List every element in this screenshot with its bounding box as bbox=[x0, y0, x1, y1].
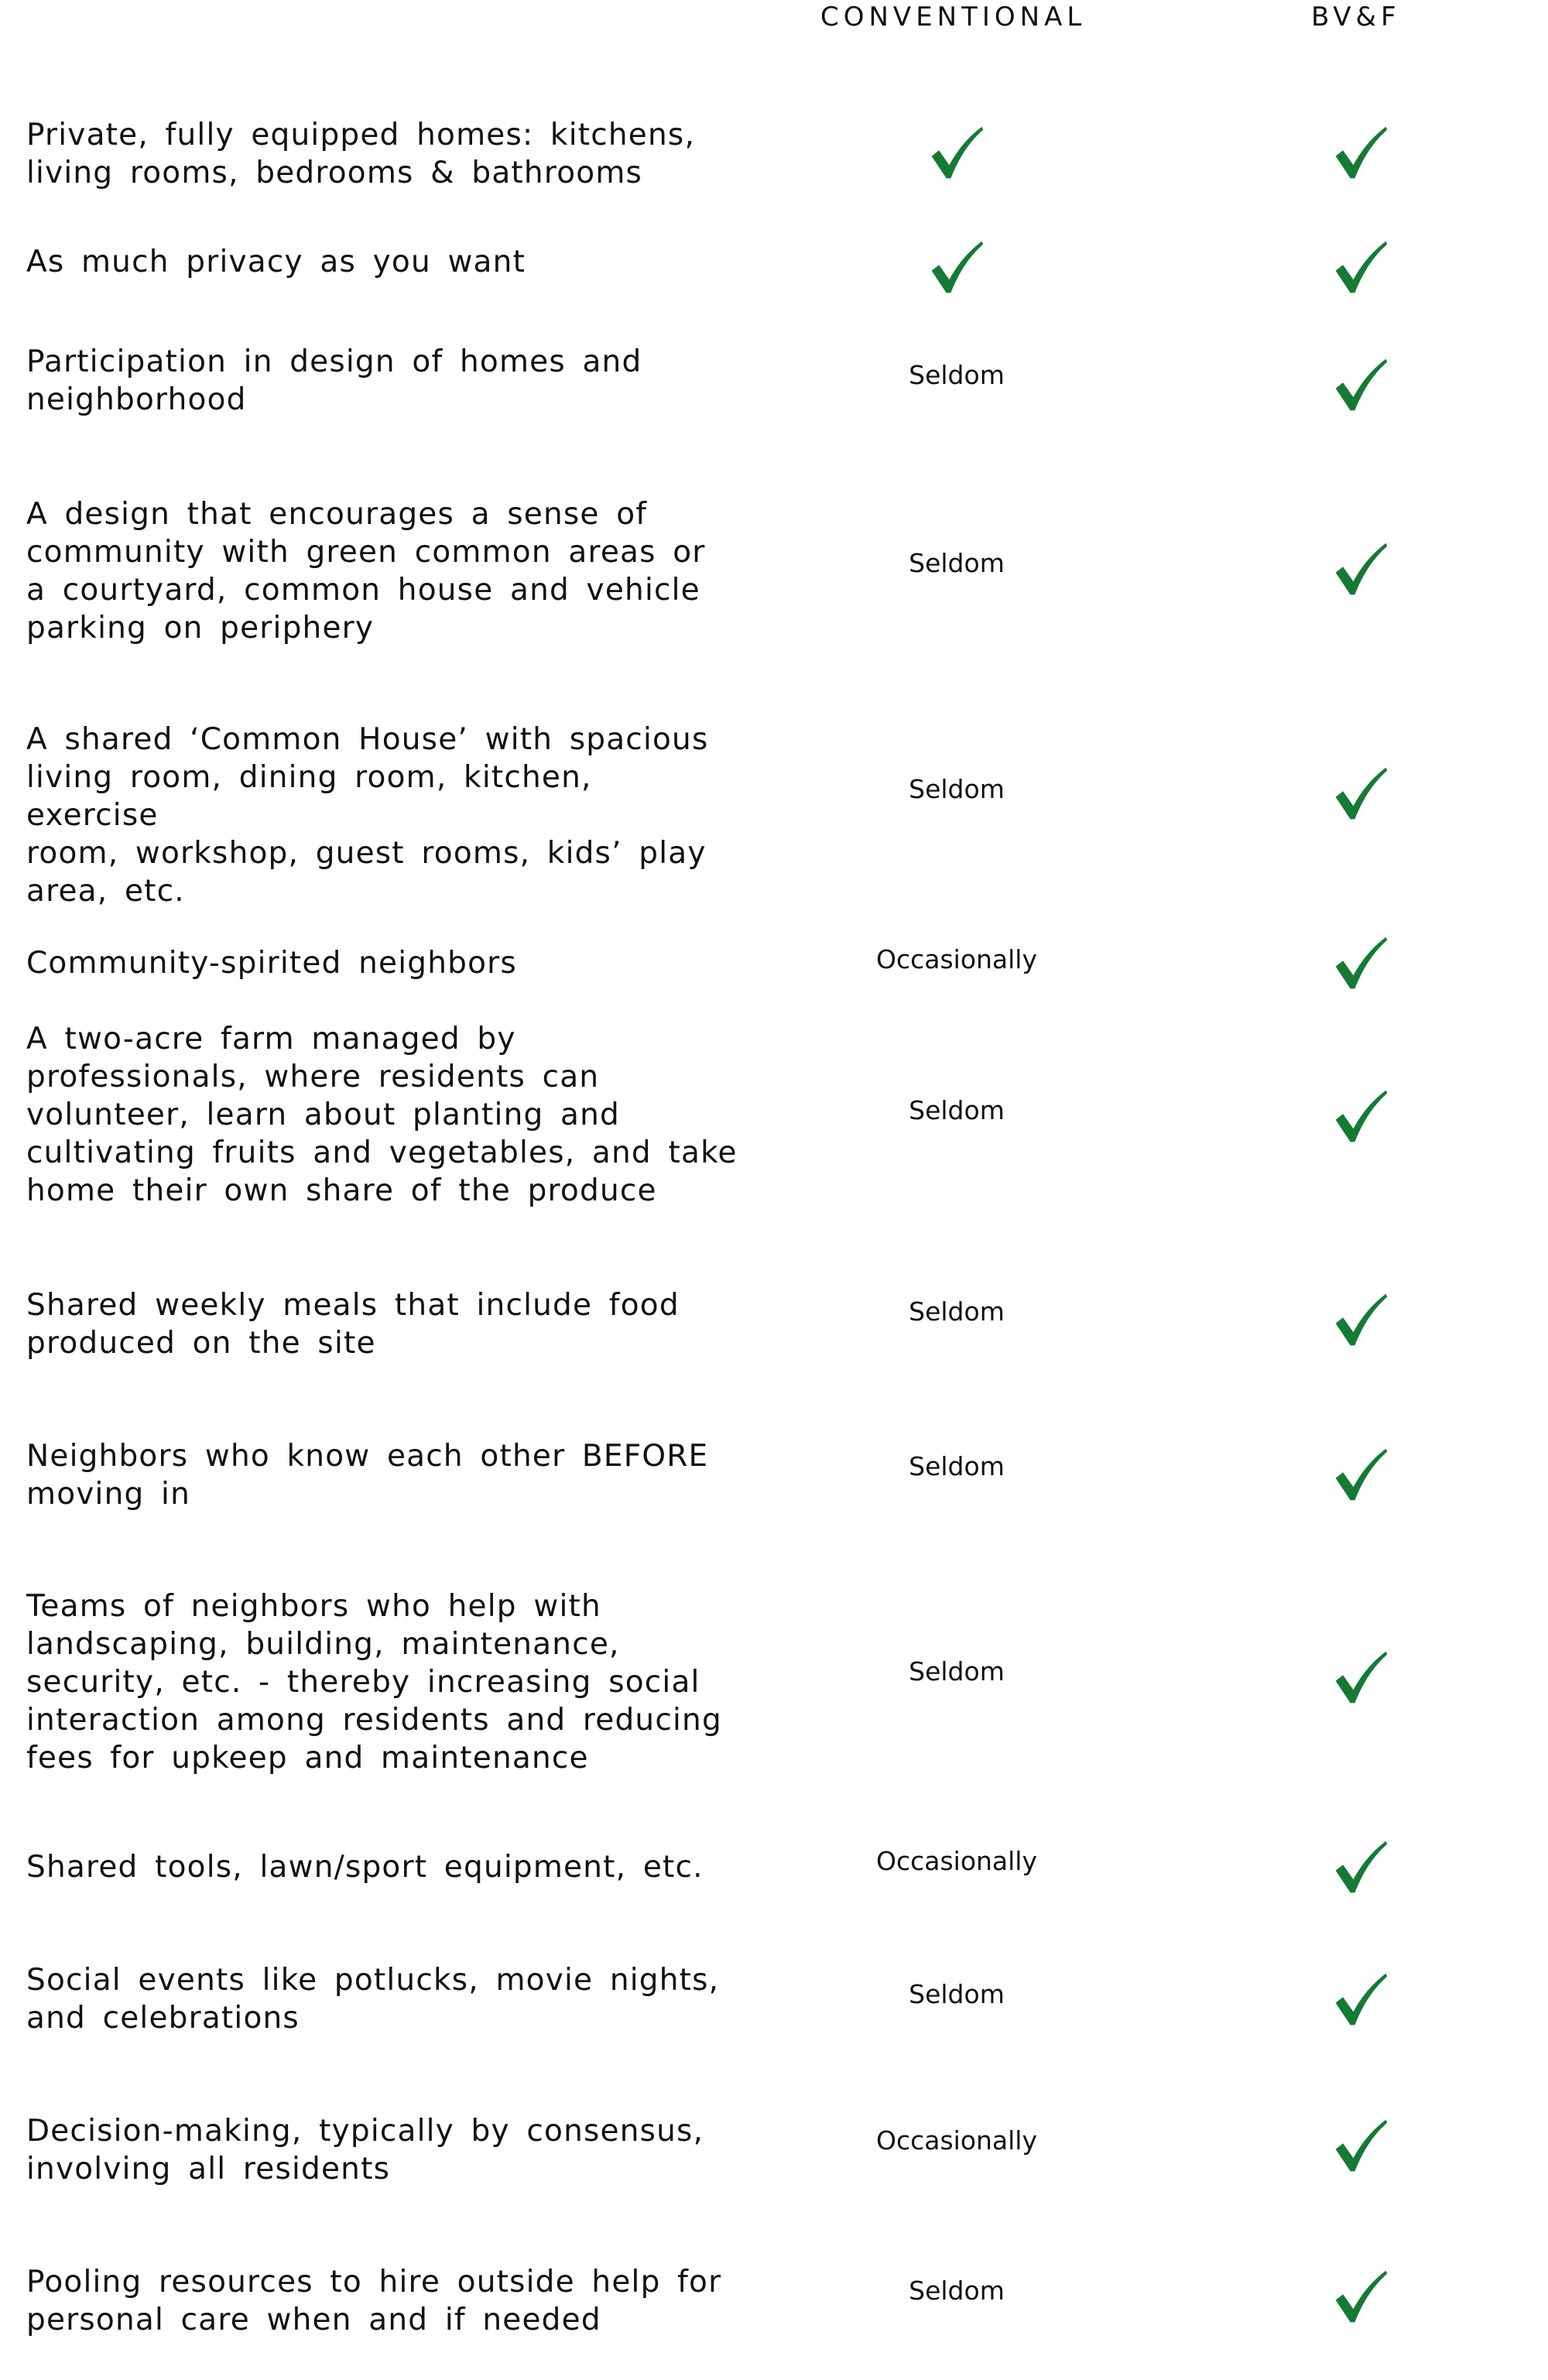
bvf-check-icon bbox=[1330, 1647, 1392, 1709]
feature-label: A design that encourages a sense of community with green common areas or a courtyard, common house and vehicle parking on periphery bbox=[26, 497, 706, 646]
conventional-value: Seldom bbox=[909, 360, 1005, 390]
conventional-value: Seldom bbox=[909, 774, 1005, 804]
bvf-check-icon bbox=[1330, 1444, 1392, 1506]
column-header-bvf: BV&F bbox=[1311, 2, 1401, 33]
feature-label: Teams of neighbors who help with landscaping, building, maintenance, security, etc. - thereby increasing social interaction among residents and reducing fees for upkeep and maintenance bbox=[26, 1589, 722, 1776]
feature-label: Neighbors who know each other BEFORE moving in bbox=[26, 1439, 709, 1512]
conventional-value: Seldom bbox=[909, 1656, 1005, 1687]
conventional-check-icon bbox=[926, 237, 988, 299]
bvf-check-icon bbox=[1330, 763, 1392, 825]
column-header-conventional: CONVENTIONAL bbox=[820, 2, 1087, 33]
feature-label: Private, fully equipped homes: kitchens, living rooms, bedrooms & bathrooms bbox=[26, 118, 696, 190]
conventional-value: Seldom bbox=[909, 2276, 1005, 2306]
bvf-check-icon bbox=[1330, 354, 1392, 416]
feature-label: Decision-making, typically by consensus, involving all residents bbox=[26, 2114, 704, 2187]
feature-label: Participation in design of homes and neighborhood bbox=[26, 344, 642, 417]
bvf-check-icon bbox=[1330, 539, 1392, 601]
conventional-value: Seldom bbox=[909, 1451, 1005, 1481]
bvf-check-icon bbox=[1330, 1837, 1392, 1899]
feature-label: A shared ‘Common House’ with spacious living room, dining room, kitchen, exercise room, workshop, guest rooms, kids’ play area, etc. bbox=[26, 722, 709, 909]
conventional-value: Seldom bbox=[909, 1979, 1005, 2009]
conventional-value: Seldom bbox=[909, 1095, 1005, 1125]
feature-label: As much privacy as you want bbox=[26, 245, 526, 279]
bvf-check-icon bbox=[1330, 2266, 1392, 2328]
bvf-check-icon bbox=[1330, 237, 1392, 299]
feature-label: Shared weekly meals that include food produced on the site bbox=[26, 1288, 680, 1361]
conventional-check-icon bbox=[926, 122, 988, 184]
bvf-check-icon bbox=[1330, 933, 1392, 995]
bvf-check-icon bbox=[1330, 1086, 1392, 1148]
feature-label: Shared tools, lawn/sport equipment, etc. bbox=[26, 1850, 704, 1885]
conventional-value: Occasionally bbox=[875, 944, 1038, 974]
conventional-value: Occasionally bbox=[875, 2125, 1038, 2156]
feature-label: Social events like potlucks, movie nights, and celebrations bbox=[26, 1963, 720, 2036]
feature-label: A two-acre farm managed by professionals, where residents can volunteer, learn about planting and cultivating fruits and vegetables, and take home their own share of the produce bbox=[26, 1022, 738, 1208]
bvf-check-icon bbox=[1330, 1289, 1392, 1351]
feature-label: Community-spirited neighbors bbox=[26, 946, 517, 981]
conventional-value: Occasionally bbox=[875, 1846, 1038, 1876]
bvf-check-icon bbox=[1330, 2115, 1392, 2177]
feature-label: Pooling resources to hire outside help for personal care when and if needed bbox=[26, 2265, 722, 2337]
bvf-check-icon bbox=[1330, 1969, 1392, 2031]
conventional-value: Seldom bbox=[909, 548, 1005, 578]
conventional-value: Seldom bbox=[909, 1296, 1005, 1327]
bvf-check-icon bbox=[1330, 122, 1392, 184]
